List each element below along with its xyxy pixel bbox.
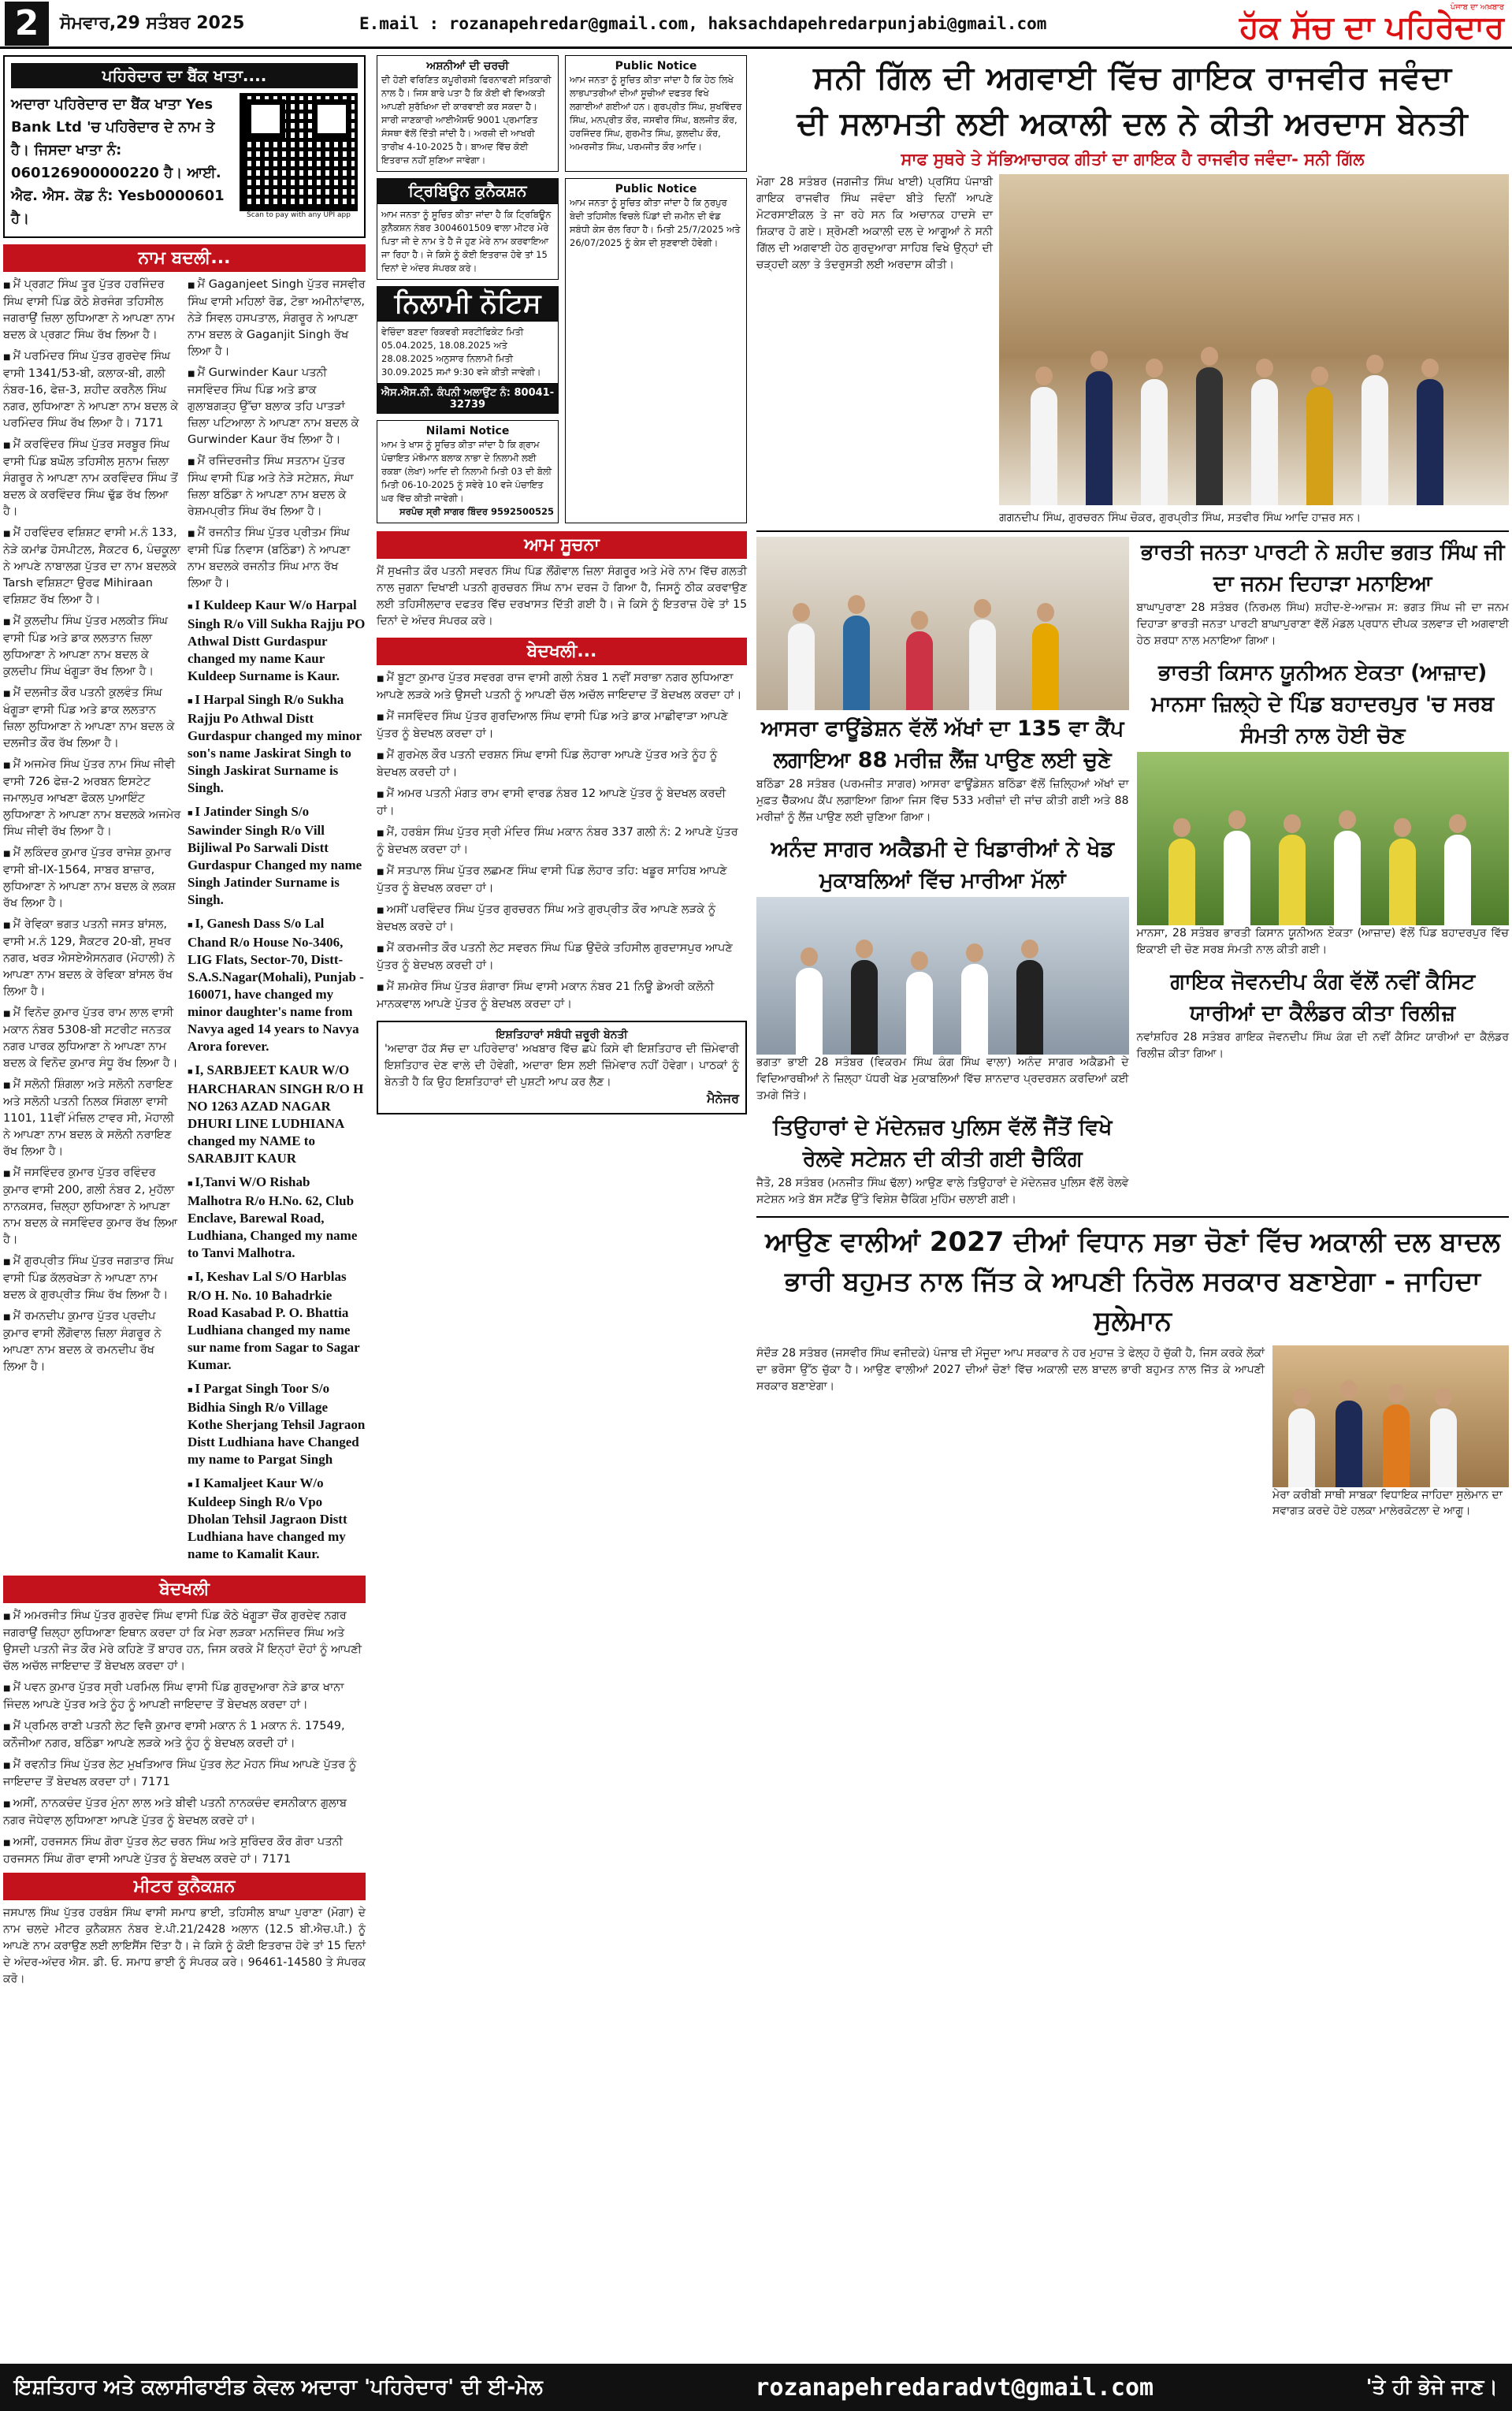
- kisan-headline: ਭਾਰਤੀ ਕਿਸਾਨ ਯੂਨੀਅਨ ਏਕਤਾ (ਆਜ਼ਾਦ) ਮਾਨਸਾ ਜ਼ਿਲ੍ਹੇ ਦੇ ਪਿੰਡ ਬਹਾਦਰਪੁਰ 'ਚ ਸਰਬ ਸੰਮਤੀ ਨਾਲ ਹੋਈ ਚੋਣ: [1151, 660, 1495, 748]
- classified-column-left: [3, 55, 366, 1988]
- name-change-item: ■ ਮੈਂ ਹਰਵਿੰਦਰ ਵਸ਼ਿਸ਼ਟ ਵਾਸੀ ਮ.ਨੰ 133, ਨੇੜੇ ਕਮਾਂਡ ਹੋਸਪੀਟਲ, ਸੈਕਟਰ 6, ਪੰਚਕੂਲਾ ਨੇ ਆਪਣੇ ਨਾਬਾਲਗ ਪੁੱਤਰ ਦਾ ਨਾਮ ਬਦਲਕੇ Tarsh ਵਸ਼ਿਸ਼ਟਾ ਉਰਫ Mihiraan ਵਸ਼ਿਸ਼ਟ ਰੱਖ ਲਿਆ ਹੈ।: [3, 525, 181, 608]
- brand-name: ਹੱਕ ਸੱਚ ਦਾ ਪਹਿਰੇਦਾਰ: [1239, 9, 1504, 46]
- name-change-item: ■ ਮੈਂ ਲਕਿੰਦਰ ਕੁਮਾਰ ਪੁੱਤਰ ਰਾਜੇਸ਼ ਕੁਮਾਰ ਵਾਸੀ ਬੀ-IX-1564, ਸਾਬਰ ਬਾਜ਼ਾਰ, ਲੁਧਿਆਣਾ ਨੇ ਆਪਣਾ ਨਾਮ ਬਦਲ ਕੇ ਲਕਸ਼ ਰੱਖ ਲਿਆ ਹੈ।: [3, 845, 181, 912]
- nilami-title: ਨਿਲਾਮੀ ਨੋਟਿਸ: [377, 286, 559, 321]
- news-column: [756, 55, 1509, 1519]
- name-change-item: ■ ਮੈਂ ਸਲੋਨੀ ਸ਼ਿੰਗਲਾ ਅਤੇ ਸਲੋਨੀ ਨਰਾਇਣ ਅਤੇ ਸਲੋਨੀ ਪਤਨੀ ਨਿਲਕ ਸਿੰਗਲਾ ਵਾਸੀ 1101, 11ਵੀਂ ਮੰਜ਼ਿਲ ਟਾਵਰ ਸੀ, ਮੋਹਾਲੀ ਨੇ ਆਪਣਾ ਨਾਮ ਬਦਲ ਕੇ ਸਲੋਨੀ ਨਰਾਇਣ ਰੱਖ ਲਿਆ ਹੈ।: [3, 1077, 181, 1160]
- name-change-english-item: ■ I Jatinder Singh S/o Sawinder Singh R/o Vill Bijliwal Po Sarwali Distt Gurdaspur Changed my name Singh Jatinder Surname is Singh.: [188, 803, 366, 909]
- name-change-item: ■ ਮੈਂ ਰਜਿੰਦਰਜੀਤ ਸਿੰਘ ਸਤਨਾਮ ਪੁੱਤਰ ਸਿੰਘ ਵਾਸੀ ਪਿੰਡ ਅਤੇ ਨੇੜੇ ਸਟੇਸ਼ਨ, ਸੰਘਾ ਜ਼ਿਲਾ ਬਠਿੰਡਾ ਨੇ ਆਪਣਾ ਨਾਮ ਬਦਲ ਕੇ ਰੇਸ਼ਮਪ੍ਰੀਤ ਸਿੰਘ ਰੱਖ ਲਿਆ ਹੈ।: [188, 453, 366, 520]
- election-headline-line1: ਆਉਣ ਵਾਲੀਆਂ 2027 ਦੀਆਂ ਵਿਧਾਨ ਸਭਾ ਚੋਣਾਂ ਵਿੱਚ ਅਕਾਲੀ ਦਲ ਬਾਦਲ: [765, 1226, 1500, 1258]
- tribune-title: ਟ੍ਰਿਬਿਊਨ ਕੁਨੈਕਸ਼ਨ: [377, 178, 559, 203]
- bank-account-box: [3, 55, 366, 238]
- bedakhli-item: ■ ਮੈਂ ਬੂਟਾ ਕੁਮਾਰ ਪੁੱਤਰ ਸਵਰਗ ਰਾਜ ਵਾਸੀ ਗਲੀ ਨੰਬਰ 1 ਨਵੀਂ ਸਰਾਭਾ ਨਗਰ ਲੁਧਿਆਣਾ ਆਪਣੇ ਲੜਕੇ ਅਤੇ ਉਸਦੀ ਪਤਨੀ ਨੂੰ ਆਪਣੀ ਚੱਲ ਅਚੱਲ ਜਾਇਦਾਦ ਤੋਂ ਬੇਦਖਲ ਕਰਦਾ ਹਾਂ।: [377, 670, 747, 704]
- lead-story-text: ਮੋਗਾ 28 ਸਤੰਬਰ (ਜਗਜੀਤ ਸਿੰਘ ਖਾਈ) ਪ੍ਰਸਿੱਧ ਪੰਜਾਬੀ ਗਾਇਕ ਰਾਜਵੀਰ ਸਿੰਘ ਜਵੰਦਾ ਬੀਤੇ ਦਿਨੀਂ ਆਪਣੇ ਮੋਟਰਸਾਈਕਲ ਤੇ ਜਾ ਰਹੇ ਸਨ ਕਿ ਅਚਾਨਕ ਹਾਦਸੇ ਦਾ ਸ਼ਿਕਾਰ ਹੋ ਗਏ। ਸ਼੍ਰੋਮਣੀ ਅਕਾਲੀ ਦਲ ਦੇ ਆਗੂਆਂ ਨੇ ਸਨੀ ਗਿੱਲ ਦੀ ਅਗਵਾਈ ਹੇਠ ਗੁਰਦੁਆਰਾ ਸਾਹਿਬ ਵਿਖੇ ਉਨ੍ਹਾਂ ਦੀ ਚੜ੍ਹਦੀ ਕਲਾ ਤੇ ਤੰਦਰੁਸਤੀ ਲਈ ਅਰਦਾਸ ਕੀਤੀ।: [756, 176, 993, 271]
- name-change-punjabi-list: [3, 277, 181, 1569]
- bedakhli-item: ■ ਮੈਂ ਰਵਨੀਤ ਸਿੰਘ ਪੁੱਤਰ ਲੇਟ ਮੁਖਤਿਆਰ ਸਿੰਘ ਪੁੱਤਰ ਲੇਟ ਮੋਹਨ ਸਿੰਘ ਆਪਣੇ ਪੁੱਤਰ ਨੂੰ ਜਾਇਦਾਦ ਤੋਂ ਬੇਦਖਲ ਕਰਦਾ ਹਾਂ। 7171: [3, 1757, 366, 1791]
- bedakhli-item: ■ ਅਸੀਂ ਪਰਵਿੰਦਰ ਸਿੰਘ ਪੁੱਤਰ ਗੁਰਚਰਨ ਸਿੰਘ ਅਤੇ ਗੁਰਪ੍ਰੀਤ ਕੌਰ ਆਪਣੇ ਲੜਕੇ ਨੂੰ ਬੇਦਖਲ ਕਰਦੇ ਹਾਂ।: [377, 902, 747, 936]
- tribune-text: ਆਮ ਜਨਤਾ ਨੂੰ ਸੂਚਿਤ ਕੀਤਾ ਜਾਂਦਾ ਹੈ ਕਿ ਟ੍ਰਿਬਿਊਨ ਕੁਨੈਕਸ਼ਨ ਨੰਬਰ 3004601509 ਵਾਲਾ ਮੀਟਰ ਮੇਰੇ ਪਿਤਾ ਜੀ ਦੇ ਨਾਮ ਤੇ ਹੈ ਜੋ ਹੁਣ ਮੇਰੇ ਨਾਮ ਕਰਵਾਇਆ ਜਾ ਰਿਹਾ ਹੈ। ਜੇ ਕਿਸੇ ਨੂੰ ਕੋਈ ਇਤਰਾਜ਼ ਹੋਵੇ ਤਾਂ 15 ਦਿਨਾਂ ਦੇ ਅੰਦਰ ਸੰਪਰਕ ਕਰੇ।: [377, 203, 559, 280]
- name-change-list: [3, 277, 366, 1569]
- kisan-text: ਮਾਨਸਾ, 28 ਸਤੰਬਰ ਭਾਰਤੀ ਕਿਸਾਨ ਯੂਨੀਅਨ ਏਕਤਾ (ਆਜ਼ਾਦ) ਵੱਲੋਂ ਪਿੰਡ ਬਹਾਦਰਪੁਰ ਵਿੱਚ ਇਕਾਈ ਦੀ ਚੋਣ ਸਰਬ ਸੰਮਤੀ ਨਾਲ ਕੀਤੀ ਗਈ।: [1136, 927, 1509, 956]
- upi-qr-code[interactable]: [240, 93, 358, 211]
- election-text: ਸੰਦੌੜ 28 ਸਤੰਬਰ (ਜਸਵੀਰ ਸਿੰਘ ਵਜੀਦਕੇ) ਪੰਜਾਬ ਦੀ ਮੌਜੂਦਾ ਆਪ ਸਰਕਾਰ ਨੇ ਹਰ ਮੁਹਾਜ਼ ਤੇ ਫੇਲ੍ਹ ਹੋ ਚੁੱਕੀ ਹੈ, ਜਿਸ ਕਰਕੇ ਲੋਕਾਂ ਦਾ ਭਰੋਸਾ ਉੱਠ ਚੁੱਕਾ ਹੈ। ਆਉਣ ਵਾਲੀਆਂ 2027 ਦੀਆਂ ਚੋਣਾਂ ਵਿੱਚ ਅਕਾਲੀ ਦਲ ਬਾਦਲ ਭਾਰੀ ਬਹੁਮਤ ਨਾਲ ਜਿੱਤ ਕੇ ਆਪਣੀ ਸਰਕਾਰ ਬਣਾਏਗਾ।: [756, 1347, 1265, 1393]
- eye-camp-text: ਬਠਿੰਡਾ 28 ਸਤੰਬਰ (ਪਰਮਜੀਤ ਸਾਗਰ) ਆਸਰਾ ਫਾਊਂਡੇਸ਼ਨ ਬਠਿੰਡਾ ਵੱਲੋਂ ਜ਼ਿਲ੍ਹਿਆਂ ਅੱਖਾਂ ਦਾ ਮੁਫ਼ਤ ਚੈੱਕਅਪ ਕੈਂਪ ਲਗਾਇਆ ਗਿਆ ਜਿਸ ਵਿੱਚ 533 ਮਰੀਜ਼ਾਂ ਦੀ ਜਾਂਚ ਕੀਤੀ ਗਈ ਅਤੇ 88 ਮਰੀਜ਼ਾਂ ਨੂੰ ਲੈਂਜ਼ ਪਾਉਣ ਲਈ ਚੁਣਿਆ ਗਿਆ।: [756, 778, 1129, 824]
- aam-suchna-text: ਮੈਂ ਸੁਖਜੀਤ ਕੌਰ ਪਤਨੀ ਸਵਰਨ ਸਿੰਘ ਪਿੰਡ ਲੌਂਗੋਵਾਲ ਜ਼ਿਲਾ ਸੰਗਰੂਰ ਅਤੇ ਮੇਰੇ ਨਾਮ ਵਿੱਚ ਗਲਤੀ ਨਾਲ ਜੁਗਨਾ ਦਿਖਾਈ ਪਤਨੀ ਗੁਰਚਰਨ ਸਿੰਘ ਨਾਮ ਦਰਜ ਹੋ ਗਿਆ ਹੈ, ਜਿਸਨੂੰ ਠੀਕ ਕਰਵਾਉਣ ਲਈ ਤਹਿਸੀਲਦਾਰ ਦਫਤਰ ਵਿੱਚ ਦਰਖਾਸਤ ਦਿੱਤੀ ਗਈ ਹੈ। ਜੇ ਕਿਸੇ ਨੂੰ ਇਤਰਾਜ਼ ਹੋਵੇ ਤਾਂ 15 ਦਿਨਾਂ ਦੇ ਅੰਦਰ ਸੰਪਰਕ ਕਰੇ।: [377, 565, 747, 627]
- bank-title: ਪਹਿਰੇਦਾਰ ਦਾ ਬੈਂਕ ਖਾਤਾ....: [11, 63, 358, 88]
- name-change-item: ■ ਮੈਂ ਪਰਮਿੰਦਰ ਸਿੰਘ ਪੁੱਤਰ ਗੁਰਦੇਵ ਸਿੰਘ ਵਾਸੀ 1341/53-ਬੀ, ਕਲਾਕ-ਬੀ, ਗਲੀ ਨੰਬਰ-16, ਫੇਜ਼-3, ਸ਼ਹੀਦ ਕਰਨੈਲ ਸਿੰਘ ਨਗਰ, ਲੁਧਿਆਣਾ ਨੇ ਆਪਣਾ ਨਾਮ ਬਦਲ ਕੇ ਪਰਮਿੰਦਰ ਸਿੰਘ ਰੱਖ ਲਿਆ ਹੈ। 7171: [3, 348, 181, 432]
- name-change-english-item: ■ I, Keshav Lal S/O Harblas R/O H. No. 10 Bahadrkie Road Kasabad P. O. Bhattia Ludhiana changed my name sur name from Sagar to Sagar Kumar.: [188, 1268, 366, 1374]
- name-change-english-item: ■ I Pargat Singh Toor S/o Bidhia Singh R/o Village Kothe Sherjang Tehsil Jagraon Distt Ludhiana have Changed my name to Pargat Singh: [188, 1380, 366, 1468]
- bedakhli-item: ■ ਮੈਂ ਗੁਰਮੇਲ ਕੌਰ ਪਤਨੀ ਦਰਸ਼ਨ ਸਿੰਘ ਵਾਸੀ ਪਿੰਡ ਲੋਹਾਰਾ ਆਪਣੇ ਪੁੱਤਰ ਅਤੇ ਨੂੰਹ ਨੂੰ ਬੇਦਖਲ ਕਰਦੀ ਹਾਂ।: [377, 747, 747, 781]
- academy-headline: ਅਨੰਦ ਸਾਗਰ ਅਕੈਡਮੀ ਦੇ ਖਿਡਾਰੀਆਂ ਨੇ ਖੇਡ ਮੁਕਾਬਲਿਆਂ ਵਿੱਚ ਮਾਰੀਆ ਮੱਲਾਂ: [771, 837, 1114, 893]
- aam-suchna-title: ਆਮ ਸੂਚਨਾ: [377, 531, 747, 559]
- bank-text: ਅਦਾਰਾ ਪਹਿਰੇਦਾਰ ਦਾ ਬੈਂਕ ਖਾਤਾ Yes Bank Ltd 'ਚ ਪਹਿਰੇਦਾਰ ਦੇ ਨਾਮ ਤੇ ਹੈ। ਜਿਸਦਾ ਖਾਤਾ ਨੰ: 060126900000220 ਹੈ। ਆਈ. ਐਫ. ਐਸ. ਕੋਡ ਨੰ: Yesb0000601 ਹੈ।: [11, 96, 225, 227]
- name-change-item: ■ ਮੈਂ ਰੇਵਿਕਾ ਭਗਤ ਪਤਨੀ ਜਸਤ ਬਾਂਸਲ, ਵਾਸੀ ਮ.ਨੰ 129, ਸੈਕਟਰ 20-ਬੀ, ਸੁਖਰ ਨਗਰ, ਖਰੜ ਐਸਏਐਸਨਗਰ (ਮੋਹਾਲੀ) ਨੇ ਆਪਣਾ ਨਾਮ ਬਦਲ ਕੇ ਰੇਵਿਕਾ ਬਾਂਸਲ ਰੱਖ ਲਿਆ ਹੈ।: [3, 917, 181, 1000]
- bedakhli-item: ■ ਮੈਂ ਪਵਨ ਕੁਮਾਰ ਪੁੱਤਰ ਸ੍ਰੀ ਪਰਮਿਲ ਸਿੰਘ ਵਾਸੀ ਪਿੰਡ ਗੁਰਦੁਆਰਾ ਨੇੜੇ ਡਾਕ ਖਾਨਾ ਜਿੰਦਲ ਆਪਣੇ ਪੁੱਤਰ ਅਤੇ ਨੂੰਹ ਨੂੰ ਆਪਣੀ ਜਾਇਦਾਦ ਤੋਂ ਬੇਦਖਲ ਕਰਦਾ ਹਾਂ।: [3, 1680, 366, 1713]
- academy-photo[interactable]: [756, 897, 1129, 1055]
- name-change-item: ■ ਮੈਂ ਅਜਮੇਰ ਸਿੰਘ ਪੁੱਤਰ ਨਾਮ ਸਿੰਘ ਜੀਵੀ ਵਾਸੀ 726 ਫੇਜ਼-2 ਅਰਬਨ ਇਸਟੇਟ ਜਮਾਲਪੁਰ ਆਖਣਾ ਫੋਕਲ ਪੁਆਇੰਟ ਲੁਧਿਆਣਾ ਨੇ ਆਪਣਾ ਨਾਮ ਬਦਲਕੇ ਅਜਮੇਰ ਸਿੰਘ ਜੀਵੀ ਰੱਖ ਲਿਆ ਹੈ।: [3, 757, 181, 840]
- bedakhli-item: ■ ਅਸੀਂ, ਹਰਜਸਨ ਸਿੰਘ ਗੋਰਾ ਪੁੱਤਰ ਲੇਟ ਚਰਨ ਸਿੰਘ ਅਤੇ ਸੁਰਿੰਦਰ ਕੌਰ ਗੋਰਾ ਪਤਨੀ ਹਰਜਸਨ ਸਿੰਘ ਗੋਰਾ ਵਾਸੀ ਆਪਣੇ ਪੁੱਤਰ ਨੂੰ ਬੇਦਖਲ ਕਰਦੇ ਹਾਂ। 7171: [3, 1834, 366, 1868]
- police-headline: ਤਿਉਹਾਰਾਂ ਦੇ ਮੱਦੇਨਜ਼ਰ ਪੁਲਿਸ ਵੱਲੋਂ ਜੈਂਤੋਂ ਵਿਖੇ ਰੇਲਵੇ ਸਟੇਸ਼ਨ ਦੀ ਕੀਤੀ ਗਈ ਚੈਕਿੰਗ: [773, 1115, 1113, 1171]
- footer-bar: [0, 2364, 1512, 2411]
- nilami-text: ਵੇਚਿੰਦਾ ਬਣਦਾ ਰਿਕਵਰੀ ਸਰਟੀਫਿਕੇਟ ਮਿਤੀ 05.04.2025, 18.08.2025 ਅਤੇ 28.08.2025 ਅਨੁਸਾਰ ਨਿਲਾਮੀ ਮਿਤੀ 30.09.2025 ਸਮਾਂ 9:30 ਵਜੇ ਕੀਤੀ ਜਾਵੇਗੀ।: [377, 321, 559, 384]
- ad-disclaimer-box: [377, 1021, 747, 1114]
- bedakhli-item: ■ ਮੈਂ ਸਤਪਾਲ ਸਿੰਘ ਪੁੱਤਰ ਲਛਮਣ ਸਿੰਘ ਵਾਸੀ ਪਿੰਡ ਲੋਹਾਰ ਤਹਿ: ਖਡੂਰ ਸਾਹਿਬ ਆਪਣੇ ਪੁੱਤਰ ਨੂੰ ਬੇਦਖਲ ਕਰਦਾ ਹਾਂ।: [377, 863, 747, 897]
- name-change-punjabi-list-b: [188, 277, 366, 592]
- name-change-english-item: ■ I Harpal Singh R/o Sukha Rajju Po Athwal Distt Gurdaspur changed my minor son's name Jaskirat Singh to Singh Jaskirat Surname is Singh.: [188, 691, 366, 797]
- bedakhli-list: [3, 1608, 366, 1868]
- fire-safety-notice: [377, 55, 559, 172]
- name-change-item: ■ ਮੈਂ Gaganjeet Singh ਪੁੱਤਰ ਜਸਵੀਰ ਸਿੰਘ ਵਾਸੀ ਮਹਿਲਾਂ ਰੋਡ, ਟੋਭਾ ਅਮੀਨਾਂਵਾਲ, ਨੇੜੇ ਸਿਵਲ ਹਸਪਤਾਲ, ਸੰਗਰੂਰ ਨੇ ਆਪਣਾ ਨਾਮ ਬਦਲ ਕੇ Gaganjit Singh ਰੱਖ ਲਿਆ ਹੈ।: [188, 277, 366, 360]
- public-notice-title: Public Notice: [615, 60, 697, 73]
- classified-column-middle: [377, 55, 747, 1114]
- election-caption: ਮੇਰਾ ਕਰੀਬੀ ਸਾਥੀ ਸਾਬਕਾ ਵਿਧਾਇਕ ਜਾਹਿਦਾ ਸੁਲੇਮਾਨ ਦਾ ਸਵਾਗਤ ਕਰਦੇ ਹੋਏ ਹਲਕਾ ਮਾਲੇਰਕੋਟਲਾ ਦੇ ਆਗੂ।: [1272, 1489, 1503, 1517]
- fire-notice-title: ਅਸ਼ਨੀਆਂ ਦੀ ਚਰਚੀ: [426, 60, 509, 73]
- footer-text-right: 'ਤੇ ਹੀ ਭੇਜੇ ਜਾਣ।: [1365, 2375, 1498, 2399]
- name-change-english-item: ■ I, SARBJEET KAUR W/O HARCHARAN SINGH R/O H NO 1263 AZAD NAGAR DHURI LINE LUDHIANA changed my NAME to SARABJIT KAUR: [188, 1062, 366, 1167]
- eye-camp-headline: ਆਸਰਾ ਫਾਊਂਡੇਸ਼ਨ ਵੱਲੋਂ ਅੱਖਾਂ ਦਾ 135 ਵਾ ਕੈਂਪ ਲਗਾਇਆ 88 ਮਰੀਜ਼ ਲੈਂਜ਼ ਪਾਉਣ ਲਈ ਚੁਣੇ: [761, 716, 1124, 772]
- bedakhli-item: ■ ਮੈਂ ਅਮਰ ਪਤਨੀ ਮੰਗਤ ਰਾਮ ਵਾਸੀ ਵਾਰਡ ਨੰਬਰ 12 ਆਪਣੇ ਪੁੱਤਰ ਨੂੰ ਬੇਦਖਲ ਕਰਦੀ ਹਾਂ।: [377, 786, 747, 820]
- lead-headline-line1: ਸਨੀ ਗਿੱਲ ਦੀ ਅਗਵਾਈ ਵਿੱਚ ਗਾਇਕ ਰਾਜਵੀਰ ਜਵੰਦਾ: [813, 60, 1452, 96]
- meter-title: ਮੀਟਰ ਕੁਨੈਕਸ਼ਨ: [3, 1873, 366, 1900]
- name-change-item: ■ ਮੈਂ ਰਮਨਦੀਪ ਕੁਮਾਰ ਪੁੱਤਰ ਪ੍ਰਦੀਪ ਕੁਮਾਰ ਵਾਸੀ ਲੌਂਗੋਵਾਲ ਜ਼ਿਲਾ ਸੰਗਰੂਰ ਨੇ ਆਪਣਾ ਨਾਮ ਬਦਲ ਕੇ ਰਮਨਦੀਪ ਰੱਖ ਲਿਆ ਹੈ।: [3, 1308, 181, 1375]
- name-change-english-item: ■ I Kuldeep Kaur W/o Harpal Singh R/o Vill Sukha Rajju PO Athwal Distt Gurdaspur changed my name Kaur Kuldeep Surname is Kaur.: [188, 597, 366, 685]
- issue-date: ਸੋਮਵਾਰ,29 ਸਤੰਬਰ 2025: [60, 13, 245, 33]
- ad-disclaimer-text: 'ਅਦਾਰਾ ਹੱਕ ਸੱਚ ਦਾ ਪਹਿਰੇਦਾਰ' ਅਖਬਾਰ ਵਿੱਚ ਛਪੇ ਕਿਸੇ ਵੀ ਇਸ਼ਤਿਹਾਰ ਦੀ ਜ਼ਿੰਮੇਵਾਰੀ ਇਸ਼ਤਿਹਾਰ ਦੇਣ ਵਾਲੇ ਦੀ ਹੋਵੇਗੀ, ਅਦਾਰਾ ਇਸ ਲਈ ਜ਼ਿੰਮੇਵਾਰ ਨਹੀਂ ਹੋਵੇਗਾ। ਪਾਠਕਾਂ ਨੂੰ ਬੇਨਤੀ ਹੈ ਕਿ ਉਹ ਇਸ਼ਤਿਹਾਰਾਂ ਦੀ ਪੁਸ਼ਟੀ ਆਪ ਕਰ ਲੈਣ।: [385, 1043, 739, 1088]
- name-change-item: ■ ਮੈਂ ਵਿਨੋਦ ਕੁਮਾਰ ਪੁੱਤਰ ਰਾਮ ਲਾਲ ਵਾਸੀ ਮਕਾਨ ਨੰਬਰ 5308-ਬੀ ਸਟਰੀਟ ਜਨਤਕ ਨਗਰ ਪਾਰਕ ਲੁਧਿਆਣਾ ਨੇ ਆਪਣਾ ਨਾਮ ਬਦਲ ਕੇ ਵਿਨੋਦ ਕੁਮਾਰ ਸੰਧੂ ਰੱਖ ਲਿਆ ਹੈ।: [3, 1005, 181, 1072]
- name-change-english-list: [188, 597, 366, 1563]
- name-change-item: ■ ਮੈਂ ਕੁਲਦੀਪ ਸਿੰਘ ਪੁੱਤਰ ਮਲਕੀਤ ਸਿੰਘ ਵਾਸੀ ਪਿੰਡ ਅਤੇ ਡਾਕ ਲਲਤਾਨ ਜ਼ਿਲਾ ਲੁਧਿਆਣਾ ਨੇ ਆਪਣਾ ਨਾਮ ਬਦਲ ਕੇ ਕੁਲਦੀਪ ਸਿੰਘ ਖੰਗੂੜਾ ਰੱਖ ਲਿਆ ਹੈ।: [3, 613, 181, 680]
- nilami2-title: Nilami Notice: [425, 425, 510, 437]
- public-notice-text: ਆਮ ਜਨਤਾ ਨੂੰ ਸੂਚਿਤ ਕੀਤਾ ਜਾਂਦਾ ਹੈ ਕਿ ਹੇਠ ਲਿਖੇ ਲਾਭਪਾਤਰੀਆਂ ਦੀਆਂ ਸੂਚੀਆਂ ਦਫਤਰ ਵਿਖੇ ਲਗਾਈਆਂ ਗਈਆਂ ਹਨ। ਗੁਰਪ੍ਰੀਤ ਸਿੰਘ, ਸੁਖਵਿੰਦਰ ਸਿੰਘ, ਮਨਪ੍ਰੀਤ ਕੌਰ, ਜਸਵੀਰ ਸਿੰਘ, ਬਲਜੀਤ ਕੌਰ, ਹਰਜਿੰਦਰ ਸਿੰਘ, ਗੁਰਮੀਤ ਸਿੰਘ, ਕੁਲਦੀਪ ਕੌਰ, ਅਮਰਜੀਤ ਸਿੰਘ, ਪਰਮਜੀਤ ਕੌਰ ਆਦਿ।: [570, 74, 742, 152]
- ad-disclaimer-sign: ਮੈਨੇਜਰ: [707, 1091, 739, 1106]
- bedakhli2-list: [377, 670, 747, 1013]
- name-change-item: ■ ਮੈਂ ਪ੍ਰਗਟ ਸਿੰਘ ਤੂਰ ਪੁੱਤਰ ਹਰਜਿੰਦਰ ਸਿੰਘ ਵਾਸੀ ਪਿੰਡ ਕੋਠੇ ਸ਼ੇਰਜੰਗ ਤਹਿਸੀਲ ਜਗਰਾਉਂ ਜ਼ਿਲਾ ਲੁਧਿਆਣਾ ਨੇ ਆਪਣਾ ਨਾਮ ਬਦਲ ਕੇ ਪ੍ਰਗਟ ਸਿੰਘ ਰੱਖ ਲਿਆ ਹੈ।: [3, 277, 181, 344]
- name-change-item: ■ ਮੈਂ ਜਸਵਿੰਦਰ ਕੁਮਾਰ ਪੁੱਤਰ ਰਵਿੰਦਰ ਕੁਮਾਰ ਵਾਸੀ 200, ਗਲੀ ਨੰਬਰ 2, ਮੁਹੱਲਾ ਨਾਨਕਸਰ, ਜ਼ਿਲ੍ਹਾ ਲੁਧਿਆਣਾ ਨੇ ਆਪਣਾ ਨਾਮ ਬਦਲ ਕੇ ਜਸਵਿੰਦਰ ਕੁਮਾਰ ਰੱਖ ਲਿਆ ਹੈ।: [3, 1165, 181, 1248]
- name-change-title: ਨਾਮ ਬਦਲੀ...: [3, 244, 366, 272]
- name-change-item: ■ ਮੈਂ Gurwinder Kaur ਪਤਨੀ ਜਸਵਿੰਦਰ ਸਿੰਘ ਪਿੰਡ ਅਤੇ ਡਾਕ ਗੁਲਾਬਗੜ੍ਹ ਉੱਚਾ ਬਲਾਕ ਤਹਿ ਪਾਤੜਾਂ ਜ਼ਿਲਾ ਪਟਿਆਲਾ ਨੇ ਆਪਣਾ ਨਾਮ ਬਦਲ ਕੇ Gurwinder Kaur ਰੱਖ ਲਿਆ ਹੈ।: [188, 365, 366, 448]
- nilami-notice-2: [377, 420, 559, 523]
- name-change-english-item: ■ I,Tanvi W/O Rishab Malhotra R/o H.No. 62, Club Enclave, Barewal Road, Ludhiana, Changed my name to Tanvi Malhotra.: [188, 1174, 366, 1262]
- meter-text: ਜਸਪਾਲ ਸਿੰਘ ਪੁੱਤਰ ਹਰਬੰਸ ਸਿੰਘ ਵਾਸੀ ਸਮਾਧ ਭਾਈ, ਤਹਿਸੀਲ ਬਾਘਾ ਪੁਰਾਣਾ (ਮੋਗਾ) ਦੇ ਨਾਮ ਚਲਦੇ ਮੀਟਰ ਕੁਨੈਕਸ਼ਨ ਨੰਬਰ ਏ.ਪੀ.21/2428 ਅਲਾਨ (12.5 ਬੀ.ਐਚ.ਪੀ.) ਨੂੰ ਆਪਣੇ ਨਾਮ ਕਰਾਉਣ ਲਈ ਲਾਇਸੈਂਸ ਦਿੱਤਾ ਹੈ। ਜੇ ਕਿਸੇ ਨੂੰ ਕੋਈ ਇਤਰਾਜ਼ ਹੋਵੇ ਤਾਂ 15 ਦਿਨਾਂ ਦੇ ਅੰਦਰ-ਅੰਦਰ ਐਸ. ਡੀ. ਓ. ਸਮਾਧ ਭਾਈ ਨੂੰ ਸੰਪਰਕ ਕਰੇ। 96461-14580 ਤੇ ਸੰਪਰਕ ਕਰੋ।: [3, 1907, 366, 1985]
- lead-photo-caption: ਗਗਨਦੀਪ ਸਿੰਘ, ਗੁਰਚਰਨ ਸਿੰਘ ਚੋਕਰ, ਗੁਰਪ੍ਰੀਤ ਸਿੰਘ, ਸਤਵੀਰ ਸਿੰਘ ਆਦਿ ਹਾਜ਼ਰ ਸਨ।: [999, 512, 1362, 524]
- bedakhli-item: ■ ਮੈਂ ਕਰਮਜੀਤ ਕੌਰ ਪਤਨੀ ਲੇਟ ਸਵਰਨ ਸਿੰਘ ਪਿੰਡ ਉਦੋਕੇ ਤਹਿਸੀਲ ਗੁਰਦਾਸਪੁਰ ਆਪਣੇ ਪੁੱਤਰ ਨੂੰ ਬੇਦਖਲ ਕਰਦੀ ਹਾਂ।: [377, 940, 747, 974]
- election-photo[interactable]: [1272, 1345, 1509, 1487]
- public-notice-box-2: [565, 178, 747, 523]
- eye-camp-photo[interactable]: [756, 537, 1129, 710]
- name-change-item: ■ ਮੈਂ ਰਜਨੀਤ ਸਿੰਘ ਪੁੱਤਰ ਪ੍ਰੀਤਮ ਸਿੰਘ ਵਾਸੀ ਪਿੰਡ ਨਿਵਾਸ (ਬਠਿੰਡਾ) ਨੇ ਆਪਣਾ ਨਾਮ ਬਦਲਕੇ ਰਜਨੀਤ ਸਿੰਘ ਮਾਨ ਰੱਖ ਲਿਆ ਹੈ।: [188, 525, 366, 592]
- fire-notice-text: ਦੀ ਹੋਣੀ ਵਰਿਣਿਤ ਕਪੂਰੀਰਸ਼ੀ ਫਿਰਨਾਵਣੀ ਸਤਿਕਾਰੀ ਨਾਲ ਹੈ। ਜਿਸ ਬਾਰੇ ਪਤਾ ਹੈ ਕਿ ਕੋਈ ਵੀ ਵਿਅਕਤੀ ਆਪਣੀ ਸੁਰੱਖਿਆ ਦੀ ਕਾਰਵਾਈ ਕਰ ਸਕਦਾ ਹੈ। ਸਾਰੀ ਜਾਣਕਾਰੀ ਆਈਐਸਓ 9001 ਪ੍ਰਮਾਣਿਤ ਸੰਸਥਾ ਵੱਲੋਂ ਦਿੱਤੀ ਜਾਂਦੀ ਹੈ। ਅਰਜ਼ੀ ਦੀ ਆਖਰੀ ਤਾਰੀਖ 4-10-2025 ਹੈ। ਬਾਅਦ ਵਿੱਚ ਕੋਈ ਇਤਰਾਜ਼ ਨਹੀਂ ਸੁਣਿਆ ਜਾਵੇਗਾ।: [381, 74, 552, 166]
- bedakhli-item: ■ ਅਸੀਂ, ਨਾਨਕਚੰਦ ਪੁੱਤਰ ਮੁੰਨਾ ਲਾਲ ਅਤੇ ਬੀਵੀ ਪਤਨੀ ਨਾਨਕਚੰਦ ਵਸਨੀਕਾਨ ਗੁਲਾਬ ਨਗਰ ਜੋਧੇਵਾਲ ਲੁਧਿਆਣਾ ਆਪਣੇ ਪੁੱਤਰ ਨੂੰ ਬੇਦਖਲ ਕਰਦੇ ਹਾਂ।: [3, 1795, 366, 1829]
- footer-text-left: ਇਸ਼ਤਿਹਾਰ ਅਤੇ ਕਲਾਸੀਫਾਈਡ ਕੇਵਲ ਅਦਾਰਾ 'ਪਹਿਰੇਦਾਰ' ਦੀ ਈ-ਮੇਲ: [14, 2375, 543, 2399]
- nilami2-text: ਆਮ ਤੇ ਖਾਸ ਨੂੰ ਸੂਚਿਤ ਕੀਤਾ ਜਾਂਦਾ ਹੈ ਕਿ ਗ੍ਰਾਮ ਪੰਚਾਇਤ ਮੰਝੋਮਾਨ ਬਲਾਕ ਨਾਭਾ ਦੇ ਨਿਲਾਮੀ ਲਈ ਰਕਬਾ (ਲੇਖਾ) ਆਦਿ ਦੀ ਨਿਲਾਮੀ ਮਿਤੀ 03 ਦੀ ਬੋਲੀ ਮਿਤੀ 06-10-2025 ਨੂੰ ਸਵੇਰੇ 10 ਵਜੇ ਪੰਚਾਇਤ ਘਰ ਵਿੱਚ ਕੀਤੀ ਜਾਵੇਗੀ।: [381, 439, 552, 504]
- bjp-headline: ਭਾਰਤੀ ਜਨਤਾ ਪਾਰਟੀ ਨੇ ਸ਼ਹੀਦ ਭਗਤ ਸਿੰਘ ਜੀ ਦਾ ਜਨਮ ਦਿਹਾੜਾ ਮਨਾਇਆ: [1140, 540, 1505, 596]
- nilami-phone: ਐਸ.ਐਸ.ਨੀ. ਕੰਪਨੀ ਅਲਾਉਂਟ ਨੰ: 80041-32739: [377, 384, 559, 414]
- lead-headline-line2: ਦੀ ਸਲਾਮਤੀ ਲਈ ਅਕਾਲੀ ਦਲ ਨੇ ਕੀਤੀ ਅਰਦਾਸ ਬੇਨਤੀ: [797, 106, 1469, 142]
- name-change-item: ■ ਮੈਂ ਗੁਰਪ੍ਰੀਤ ਸਿੰਘ ਪੁੱਤਰ ਜਗਤਾਰ ਸਿੰਘ ਵਾਸੀ ਪਿੰਡ ਕੱਲਰਖੇੜਾ ਨੇ ਆਪਣਾ ਨਾਮ ਬਦਲ ਕੇ ਗੁਰਪ੍ਰੀਤ ਸਿੰਘ ਰੱਖ ਲਿਆ ਹੈ।: [3, 1253, 181, 1304]
- public-notice2-text: ਆਮ ਜਨਤਾ ਨੂੰ ਸੂਚਿਤ ਕੀਤਾ ਜਾਂਦਾ ਹੈ ਕਿ ਨੁਰਪੁਰ ਬੇਦੀ ਤਹਿਸੀਲ ਵਿਚਲੇ ਪਿੰਡਾਂ ਦੀ ਜ਼ਮੀਨ ਦੀ ਵੰਡ ਸਬੰਧੀ ਕੇਸ ਚੱਲ ਰਿਹਾ ਹੈ। ਮਿਤੀ 25/7/2025 ਅਤੇ 26/07/2025 ਨੂੰ ਕੇਸ ਦੀ ਸੁਣਵਾਈ ਹੋਵੇਗੀ।: [570, 197, 741, 248]
- public-notice2-title: Public Notice: [615, 183, 697, 195]
- page-number: 2: [5, 2, 49, 46]
- bedakhli-item: ■ ਮੈਂ ਸ਼ਮਸ਼ੇਰ ਸਿੰਘ ਪੁੱਤਰ ਸ਼ੰਗਾਰਾ ਸਿੰਘ ਵਾਸੀ ਮਕਾਨ ਨੰਬਰ 21 ਨਿਊ ਡੇਅਰੀ ਕਲੋਨੀ ਮਾਨਕਵਾਲ ਆਪਣੇ ਪੁੱਤਰ ਨੂੰ ਬੇਦਖਲ ਕਰਦਾ ਹਾਂ।: [377, 979, 747, 1013]
- name-change-item: ■ ਮੈਂ ਕਰਵਿੰਦਰ ਸਿੰਘ ਪੁੱਤਰ ਸਰਬੂਰ ਸਿੰਘ ਵਾਸੀ ਪਿੰਡ ਬਘੌਲ ਤਹਿਸੀਲ ਸੁਨਾਮ ਜ਼ਿਲਾ ਸੰਗਰੂਰ ਨੇ ਆਪਣਾ ਨਾਮ ਕਰਵਿੰਦਰ ਸਿੰਘ ਤੋਂ ਬਦਲ ਕੇ ਕਰਵਿੰਦਰ ਸਿੰਘ ਢੁੱਡ ਰੱਖ ਲਿਆ ਹੈ।: [3, 437, 181, 520]
- ad-disclaimer-title: ਇਸ਼ਤਿਹਾਰਾਂ ਸਬੰਧੀ ਜ਼ਰੂਰੀ ਬੇਨਤੀ: [496, 1029, 628, 1041]
- bedakhli-item: ■ ਮੈਂ, ਹਰਬੰਸ ਸਿੰਘ ਪੁੱਤਰ ਸ੍ਰੀ ਮੰਦਿਰ ਸਿੰਘ ਮਕਾਨ ਨੰਬਰ 337 ਗਲੀ ਨੰ: 2 ਆਪਣੇ ਪੁੱਤਰ ਨੂੰ ਬੇਦਖਲ ਕਰਦਾ ਹਾਂ।: [377, 824, 747, 858]
- name-change-english-item: ■ I Kamaljeet Kaur W/o Kuldeep Singh R/o Vpo Dholan Tehsil Jagraon Distt Ludhiana have changed my name to Kamalit Kaur.: [188, 1475, 366, 1563]
- footer-ad-email[interactable]: rozanapehredaradvt@gmail.com: [755, 2373, 1154, 2402]
- logo-tagline: ਪੰਜਾਬ ਦਾ ਅਖ਼ਬਾਰ: [1450, 3, 1504, 12]
- lead-photo[interactable]: [999, 174, 1509, 505]
- election-headline-line2: ਭਾਰੀ ਬਹੁਮਤ ਨਾਲ ਜਿੱਤ ਕੇ ਆਪਣੀ ਨਿਰੋਲ ਸਰਕਾਰ ਬਣਾਏਗਾ - ਜਾਹਿਦਾ ਸੁਲੇਮਾਨ: [785, 1266, 1480, 1337]
- header-email[interactable]: E.mail : rozanapehredar@gmail.com, haksachdapehredarpunjabi@gmail.com: [359, 13, 1047, 33]
- academy-text: ਭਗਤਾ ਭਾਈ 28 ਸਤੰਬਰ (ਵਿਕਰਮ ਸਿੰਘ ਕੰਗ ਸਿੰਘ ਵਾਲਾ) ਅਨੰਦ ਸਾਗਰ ਅਕੈਡਮੀ ਦੇ ਵਿਦਿਆਰਥੀਆਂ ਨੇ ਜ਼ਿਲ੍ਹਾ ਪੱਧਰੀ ਖੇਡ ਮੁਕਾਬਲਿਆਂ ਵਿੱਚ ਸ਼ਾਨਦਾਰ ਪ੍ਰਦਰਸ਼ਨ ਕਰਦਿਆਂ ਕਈ ਤਮਗੇ ਜਿੱਤੇ।: [756, 1056, 1129, 1102]
- bedakhli-item: ■ ਮੈਂ ਜਸਵਿੰਦਰ ਸਿੰਘ ਪੁੱਤਰ ਗੁਰਦਿਆਲ ਸਿੰਘ ਵਾਸੀ ਪਿੰਡ ਅਤੇ ਡਾਕ ਮਾਛੀਵਾੜਾ ਆਪਣੇ ਪੁੱਤਰ ਨੂੰ ਬੇਦਖਲ ਕਰਦਾ ਹਾਂ।: [377, 709, 747, 742]
- name-change-item: ■ ਮੈਂ ਦਲਜੀਤ ਕੌਰ ਪਤਨੀ ਕੁਲਵੰਤ ਸਿੰਘ ਖੰਗੂੜਾ ਵਾਸੀ ਪਿੰਡ ਅਤੇ ਡਾਕ ਲਲਤਾਨ ਜ਼ਿਲਾ ਲੁਧਿਆਣਾ ਨੇ ਆਪਣਾ ਨਾਮ ਬਦਲ ਕੇ ਦਲਜੀਤ ਕੌਰ ਰੱਖ ਲਿਆ ਹੈ।: [3, 685, 181, 752]
- public-notice-box: [565, 55, 747, 172]
- bedakhli2-title: ਬੇਦਖਲੀ...: [377, 638, 747, 665]
- lead-subheadline: ਸਾਫ ਸੁਥਰੇ ਤੇ ਸੱਭਿਆਚਾਰਕ ਗੀਤਾਂ ਦਾ ਗਾਇਕ ਹੈ ਰਾਜਵੀਰ ਜਵੰਦਾ- ਸਨੀ ਗਿੱਲ: [901, 150, 1365, 169]
- newspaper-logo: [1239, 3, 1504, 46]
- nilami2-sign: ਸਰਪੰਚ ਸ੍ਰੀ ਸਾਗਰ ਬਿੰਦਰ 9592500525: [399, 506, 554, 517]
- qr-caption: Scan to pay with any UPI app: [247, 211, 351, 219]
- police-text: ਜੈਤੋ, 28 ਸਤੰਬਰ (ਮਨਜੀਤ ਸਿੰਘ ਢੱਲਾ) ਆਉਣ ਵਾਲੇ ਤਿਉਹਾਰਾਂ ਦੇ ਮੱਦੇਨਜ਼ਰ ਪੁਲਿਸ ਵੱਲੋਂ ਰੇਲਵੇ ਸਟੇਸ਼ਨ ਅਤੇ ਬੱਸ ਸਟੈਂਡ ਉੱਤੇ ਵਿਸ਼ੇਸ਼ ਚੈਕਿੰਗ ਮੁਹਿੰਮ ਚਲਾਈ ਗਈ।: [756, 1177, 1129, 1206]
- kisan-photo[interactable]: [1137, 752, 1510, 925]
- bedakhli-item: ■ ਮੈਂ ਪ੍ਰਮਿਲ ਰਾਣੀ ਪਤਨੀ ਲੇਟ ਵਿਜੈ ਕੁਮਾਰ ਵਾਸੀ ਮਕਾਨ ਨੰ 1 ਮਕਾਨ ਨੰ. 17549, ਕਨੌਜੀਆ ਨਗਰ, ਬਠਿੰਡਾ ਆਪਣੇ ਲੜਕੇ ਅਤੇ ਨੂੰਹ ਨੂੰ ਬੇਦਖਲ ਕਰਦੀ ਹਾਂ।: [3, 1718, 366, 1752]
- jovandeep-headline: ਗਾਇਕ ਜੋਵਨਦੀਪ ਕੰਗ ਵੱਲੋਂ ਨਵੀਂ ਕੈਸਿਟ ਯਾਰੀਆਂ ਦਾ ਕੈਲੰਡਰ ਕੀਤਾ ਰਿਲੀਜ਼: [1170, 969, 1476, 1025]
- masthead-bar: [0, 0, 1512, 49]
- name-change-english-item: ■ I, Ganesh Dass S/o Lal Chand R/o House No-3406, LIG Flats, Sector-70, Distt-S.A.S.Nagar(Mohali), Punjab - 160071, have changed my minor daughter's name from Navya aged 14 years to Navya Arora forever.: [188, 915, 366, 1055]
- bjp-text: ਬਾਘਾਪੁਰਾਣਾ 28 ਸਤੰਬਰ (ਨਿਰਮਲ ਸਿੰਘ) ਸ਼ਹੀਦ-ਏ-ਆਜ਼ਮ ਸ: ਭਗਤ ਸਿੰਘ ਜੀ ਦਾ ਜਨਮ ਦਿਹਾੜਾ ਭਾਰਤੀ ਜਨਤਾ ਪਾਰਟੀ ਬਾਘਾਪੁਰਾਣਾ ਵੱਲੋਂ ਮੰਡਲ ਪ੍ਰਧਾਨ ਦੀਪਕ ਤਲਵਾੜ ਦੀ ਅਗਵਾਈ ਹੇਠ ਸ਼ਰਧਾ ਨਾਲ ਮਨਾਇਆ ਗਿਆ।: [1136, 601, 1509, 647]
- bedakhli-item: ■ ਮੈਂ ਅਮਰਜੀਤ ਸਿੰਘ ਪੁੱਤਰ ਗੁਰਦੇਵ ਸਿੰਘ ਵਾਸੀ ਪਿੰਡ ਕੋਠੇ ਖੰਗੂੜਾ ਚੌਂਕ ਗੁਰਦੇਵ ਨਗਰ ਜਗਰਾਉਂ ਜ਼ਿਲ੍ਹਾ ਲੁਧਿਆਣਾ ਇਥਾਨ ਕਰਦਾ ਹਾਂ ਕਿ ਮੇਰਾ ਲੜਕਾ ਮਨਜਿੰਦਰ ਸਿੰਘ ਅਤੇ ਉਸਦੀ ਪਤਨੀ ਜੋਤ ਕੌਰ ਮੇਰੇ ਕਹਿਣੇ ਤੋਂ ਬਾਹਰ ਹਨ, ਜਿਸ ਕਰਕੇ ਮੈਂ ਇਨ੍ਹਾਂ ਦੋਹਾਂ ਨੂੰ ਆਪਣੀ ਚੱਲ ਅਚੱਲ ਜਾਇਦਾਦ ਤੋਂ ਬੇਦਖਲ ਕਰਦਾ ਹਾਂ।: [3, 1608, 366, 1675]
- jovandeep-text: ਨਵਾਂਸ਼ਹਿਰ 28 ਸਤੰਬਰ ਗਾਇਕ ਜੋਵਨਦੀਪ ਸਿੰਘ ਕੰਗ ਦੀ ਨਵੀਂ ਕੈਸਿਟ ਯਾਰੀਆਂ ਦਾ ਕੈਲੰਡਰ ਰਿਲੀਜ਼ ਕੀਤਾ ਗਿਆ।: [1136, 1031, 1509, 1060]
- bedakhli-title: ਬੇਦਖਲੀ: [3, 1576, 366, 1603]
